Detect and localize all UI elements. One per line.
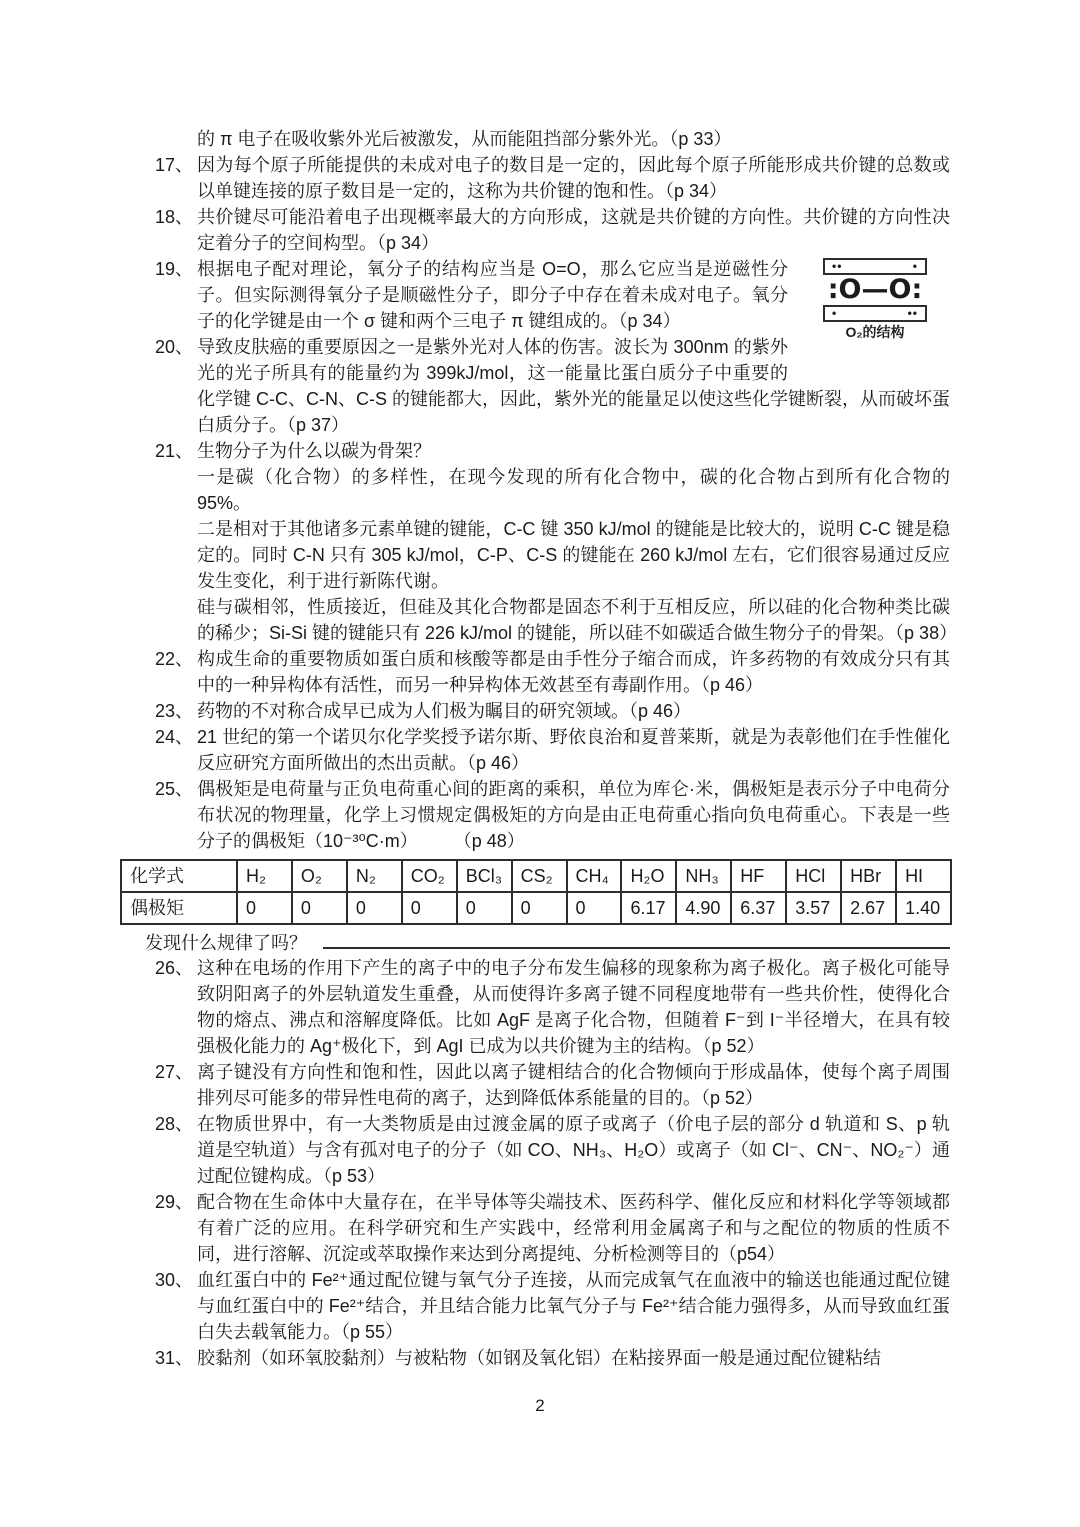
item-text: 这种在电场的作用下产生的离子中的电子分布发生偏移的现象称为离子极化。离子极化可能导致阴阳离子的外层轨道发生重叠，从而使得许多离子键不同程度地带有一些共价性，使得化合物的熔点、沸点和溶解度降低。比如 AgF 是离子化合物，但随着 F⁻到 I⁻半径增大，在具有较强极化能力的 Ag⁺极化下，到 AgI 已成为以共价键为主的结构。（p 52）: [197, 958, 950, 1056]
item-text: 血红蛋白中的 Fe²⁺通过配位键与氧气分子连接，从而完成氧气在血液中的输送也能通过配位键与血红蛋白中的 Fe²⁺结合，并且结合能力比氧气分子与 Fe²⁺结合能力强得多，从而导致血红蛋白失去载氧能力。（p 55）: [197, 1270, 950, 1342]
value-cell: 0: [567, 892, 622, 924]
value-cell: 0: [237, 892, 292, 924]
item-text: 胶黏剂（如环氧胶黏剂）与被粘物（如钢及氧化铝）在粘接界面一般是通过配位键粘结: [197, 1348, 881, 1368]
table-row-header: 偶极矩: [121, 892, 237, 924]
electron-dots: ••: [907, 306, 918, 320]
value-cell: 0: [512, 892, 567, 924]
item-text: 生物分子为什么以碳为骨架？: [197, 441, 431, 461]
list-item-25: [155, 776, 950, 854]
electron-dots: •: [912, 259, 918, 273]
item-text: 因为每个原子所能提供的未成对电子的数目是一定的，因此每个原子所能形成共价键的总数或以单键连接的原子数目是一定的，这称为共价键的饱和性。（p 34）: [197, 155, 950, 201]
item-text: 一是碳（化合物）的多样性，在现今发现的所有化合物中，碳的化合物占到所有化合物的 95%。: [197, 467, 950, 513]
item-number: 24、: [155, 727, 194, 747]
list-item-23: [155, 698, 950, 724]
item-number: 17、: [155, 155, 194, 175]
item-number: 18、: [155, 207, 194, 227]
paragraph-continuation: [155, 594, 958, 646]
list-item-21: [155, 438, 950, 464]
item-number: 28、: [155, 1114, 194, 1134]
item-number: 29、: [155, 1192, 194, 1212]
list-item-30: [155, 1267, 950, 1345]
formula-cell: N₂: [347, 860, 402, 892]
item-text: 的 π 电子在吸收紫外光后被激发，从而能阻挡部分紫外光。（p 33）: [197, 129, 732, 149]
formula-cell: O₂: [292, 860, 347, 892]
item-text: 硅与碳相邻，性质接近，但硅及其化合物都是固态不利于互相反应，所以硅的化合物种类比碳的稀少；Si-Si 键的键能只有 226 kJ/mol 的键能，所以硅不如碳适合做生物分子的骨架。（p 38）: [197, 597, 958, 643]
electron-dots: ••: [832, 259, 843, 273]
paragraph-continuation: [155, 464, 950, 516]
list-item-19: [155, 256, 950, 340]
list-item-29: [155, 1189, 950, 1267]
value-cell: 1.40: [896, 892, 951, 924]
value-cell: 2.67: [841, 892, 896, 924]
formula-cell: CH₄: [567, 860, 622, 892]
list-item-18: [155, 204, 950, 256]
item-number: 30、: [155, 1270, 194, 1290]
item-text: 药物的不对称合成早已成为人们极为瞩目的研究领域。（p 46）: [197, 701, 692, 721]
electron-dots: •: [832, 306, 838, 320]
formula-cell: NH₃: [676, 860, 731, 892]
item-text: 偶极矩是电荷量与正负电荷重心间的距离的乘积，单位为库仑·米，偶极矩是表示分子中电荷分布状况的物理量，化学上习惯规定偶极矩的方向是由正电荷重心指向负电荷重心。下表是一些分子的偶极矩（10⁻³⁰C·m） （p 48）: [197, 779, 950, 851]
value-cell: 4.90: [676, 892, 731, 924]
list-item-31: [155, 1345, 950, 1371]
formula-cell: H₂O: [621, 860, 676, 892]
pi-bond-electrons-top: [823, 258, 927, 275]
item-text: 根据电子配对理论，氧分子的结构应当是 O=O，那么它应当是逆磁性分子。但实际测得氧分子是顺磁性分子，即分子中存在着未成对电子。氧分子的化学键是由一个 σ 键和两个三电子 π 键组成的。（p 34）: [197, 259, 788, 331]
item-number: 27、: [155, 1062, 194, 1082]
formula-cell: HCl: [786, 860, 841, 892]
value-cell: 0: [292, 892, 347, 924]
item-number: 21、: [155, 441, 194, 461]
list-item-24: [155, 724, 950, 776]
item-text: 构成生命的重要物质如蛋白质和核酸等都是由手性分子缩合而成，许多药物的有效成分只有其中的一种异构体有活性，而另一种异构体无效甚至有毒副作用。（p 46）: [197, 649, 950, 695]
item-text: 配合物在生命体中大量存在，在半导体等尖端技术、医药科学、催化反应和材料化学等领域都有着广泛的应用。在科学研究和生产实践中，经常利用金属离子和与之配位的物质的性质不同，进行溶解、沉淀或萃取操作来达到分离提纯、分析检测等目的（p54）: [197, 1192, 950, 1264]
list-item-26: [155, 955, 950, 1059]
value-cell: 0: [347, 892, 402, 924]
question-prompt-row: [145, 928, 950, 955]
page-number: 2: [535, 1396, 545, 1415]
item-text: 在物质世界中，有一大类物质是由过渡金属的原子或离子（价电子层的部分 d 轨道和 S、p 轨道是空轨道）与含有孤对电子的分子（如 CO、NH₃、H₂O）或离子（如 Cl⁻、CN⁻、NO₂⁻）通过配位键构成。（p 53）: [197, 1114, 950, 1186]
item-text: 导致皮肤癌的重要原因之一是紫外光对人体的伤害。波长为 300nm 的紫外光的光子所具有的能量约为 399kJ/mol，这一能量比蛋白质分子中重要的化学键 C-C、C-N、C-S 的键能都大，因此，紫外光的能量足以使这些化学键断裂，从而破坏蛋白质分子。（p 37）: [197, 337, 950, 435]
item-number: 25、: [155, 779, 194, 799]
value-cell: 6.37: [731, 892, 786, 924]
item-number: 26、: [155, 958, 194, 978]
paragraph-continuation: [155, 126, 950, 152]
o2-lewis-formula: :O—O:: [827, 274, 923, 305]
paragraph-continuation: [155, 516, 950, 594]
table-row: [121, 860, 951, 892]
formula-cell: CO₂: [402, 860, 457, 892]
item-text: 离子键没有方向性和饱和性，因此以离子键相结合的化合物倾向于形成晶体，使每个离子周围排列尽可能多的带异性电荷的离子，达到降低体系能量的目的。（p 52）: [197, 1062, 950, 1108]
dipole-moment-table: [120, 859, 952, 925]
formula-cell: BCl₃: [457, 860, 512, 892]
item-number: 22、: [155, 649, 194, 669]
question-prompt-text: 发现什么规律了吗？: [145, 933, 307, 953]
item-text: 共价键尽可能沿着电子出现概率最大的方向形成，这就是共价键的方向性。共价键的方向性决定着分子的空间构型。（p 34）: [197, 207, 950, 253]
item-number: 23、: [155, 701, 194, 721]
formula-cell: CS₂: [512, 860, 567, 892]
list-item-27: [155, 1059, 950, 1111]
item-text: 21 世纪的第一个诺贝尔化学奖授予诺尔斯、野依良治和夏普莱斯，就是为表彰他们在手性催化反应研究方面所做出的杰出贡献。（p 46）: [197, 727, 950, 773]
list-item-22: [155, 646, 950, 698]
list-item-17: [155, 152, 950, 204]
value-cell: 0: [457, 892, 512, 924]
item-number: 19、: [155, 259, 194, 279]
value-cell: 3.57: [786, 892, 841, 924]
table-row: [121, 892, 951, 924]
document-body: [130, 126, 958, 1371]
table-row-header: 化学式: [121, 860, 237, 892]
o2-diagram-caption: O₂的结构: [845, 324, 905, 340]
formula-cell: H₂: [237, 860, 292, 892]
pi-bond-electrons-bottom: [823, 305, 927, 322]
item-text: 二是相对于其他诸多元素单键的键能，C-C 键 350 kJ/mol 的键能是比较大的，说明 C-C 键是稳定的。同时 C-N 只有 305 kJ/mol，C-P、C-S 的键能在 260 kJ/mol 左右，它们很容易通过反应发生变化，利于进行新陈代谢。: [197, 519, 950, 591]
list-item-28: [155, 1111, 950, 1189]
item-number: 31、: [155, 1348, 194, 1368]
list-item-20: [155, 334, 950, 438]
value-cell: 6.17: [621, 892, 676, 924]
fill-in-blank-line: [323, 928, 950, 949]
formula-cell: HF: [731, 860, 786, 892]
item-number: 20、: [155, 337, 194, 357]
formula-cell: HBr: [841, 860, 896, 892]
value-cell: 0: [402, 892, 457, 924]
formula-cell: HI: [896, 860, 951, 892]
